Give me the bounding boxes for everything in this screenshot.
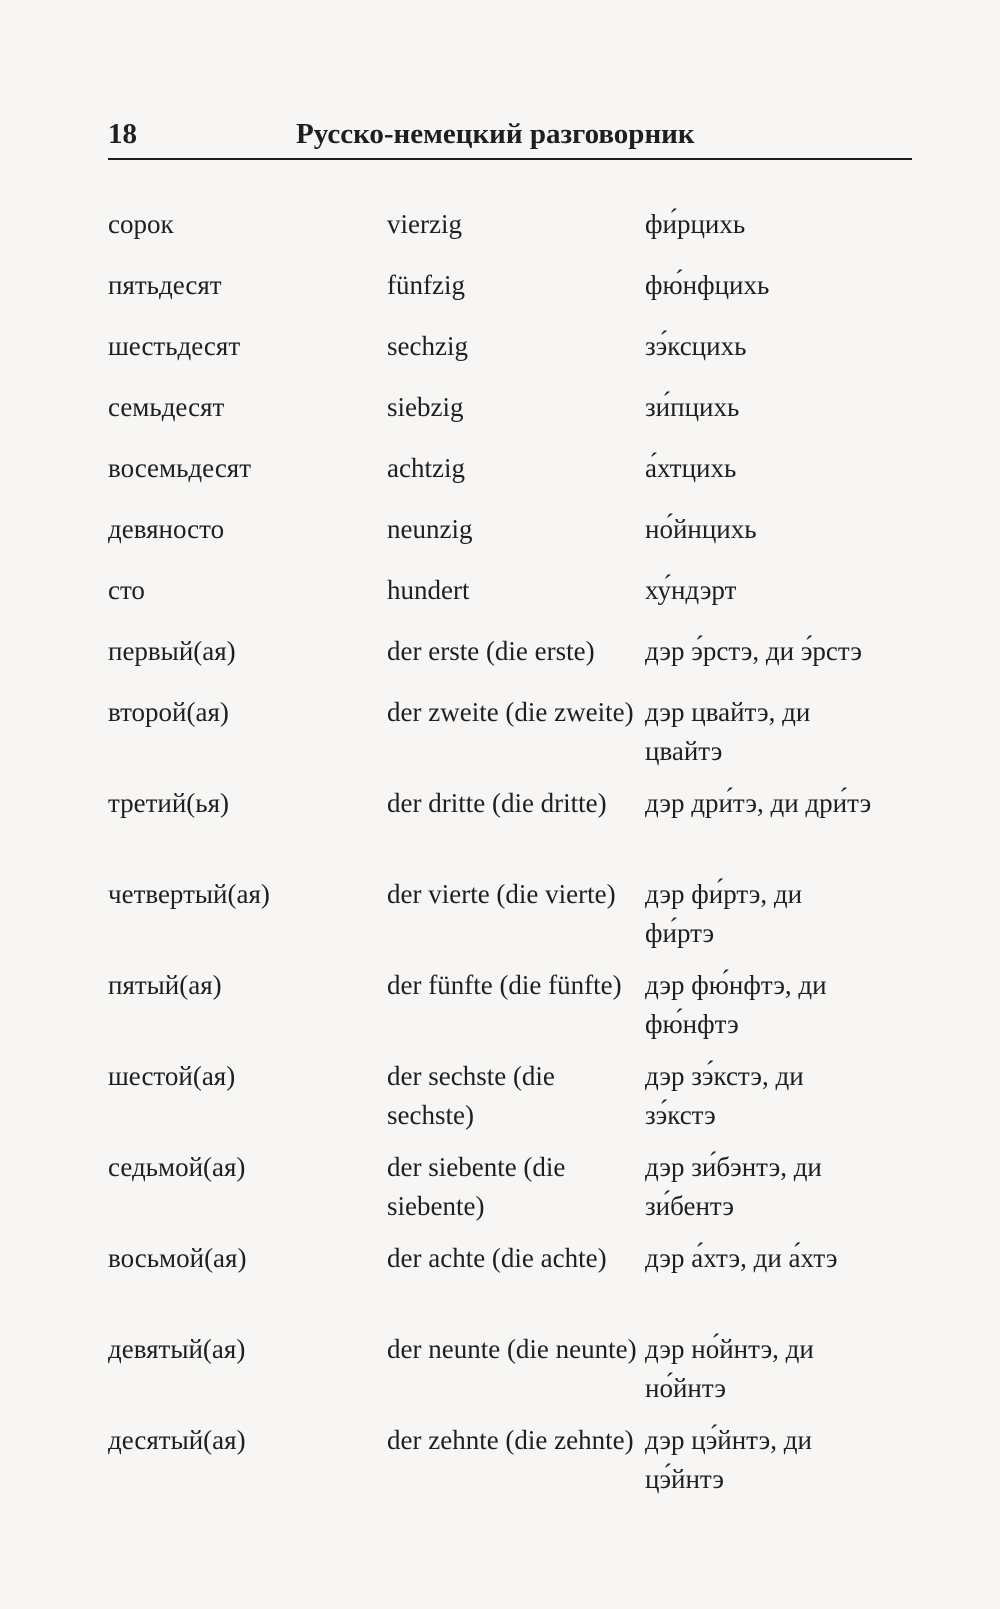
russian-word: девяносто [108, 514, 225, 544]
table-row [108, 1057, 928, 1148]
russian-word: сто [108, 575, 145, 605]
table-row [108, 1148, 928, 1239]
transcription: дэр зэ́кстэ, ди зэ́кстэ [645, 1061, 804, 1130]
transcription: дэр цэ́йнтэ, ди цэ́йнтэ [645, 1425, 812, 1494]
transcription: зэ́ксцихь [645, 331, 747, 361]
table-row [108, 1421, 928, 1512]
german-word: der achte (die achte) [387, 1243, 607, 1273]
table-row [108, 784, 928, 875]
russian-word: пятьдесят [108, 270, 222, 300]
page-title: Русско-немецкий разговорник [296, 118, 695, 150]
table-row [108, 693, 928, 784]
transcription: дэр дри́тэ, ди дри́тэ [645, 788, 872, 818]
german-word: achtzig [387, 453, 465, 483]
phrase-table [108, 205, 928, 1512]
table-row [108, 1330, 928, 1421]
german-word: hundert [387, 575, 470, 605]
russian-word: восьмой(ая) [108, 1243, 247, 1273]
german-word: der zweite (die zweite) [387, 697, 634, 727]
german-word: der zehnte (die zehnte) [387, 1425, 634, 1455]
russian-word: семьдесят [108, 392, 225, 422]
russian-word: пятый(ая) [108, 970, 222, 1000]
table-row [108, 327, 928, 388]
german-word: der vierte (die vierte) [387, 879, 616, 909]
german-word: der dritte (die dritte) [387, 788, 607, 818]
transcription: дэр э́рстэ, ди э́рстэ [645, 636, 862, 666]
table-row [108, 571, 928, 632]
german-word: der siebente (die siebente) [387, 1152, 566, 1221]
table-row [108, 966, 928, 1057]
russian-word: шестьдесят [108, 331, 241, 361]
transcription: дэр зи́бэнтэ, ди зи́бентэ [645, 1152, 822, 1221]
transcription: зи́пцихь [645, 392, 740, 422]
german-word: vierzig [387, 209, 462, 239]
german-word: neunzig [387, 514, 473, 544]
transcription: дэр но́йнтэ, ди но́йнтэ [645, 1334, 814, 1403]
transcription: а́хтцихь [645, 453, 737, 483]
german-word: sechzig [387, 331, 468, 361]
german-word: fünfzig [387, 270, 465, 300]
russian-word: сорок [108, 209, 174, 239]
russian-word: седьмой(ая) [108, 1152, 246, 1182]
russian-word: четвертый(ая) [108, 879, 270, 909]
table-row [108, 510, 928, 571]
german-word: der sechste (die sechste) [387, 1061, 555, 1130]
table-row [108, 388, 928, 449]
table-row [108, 205, 928, 266]
transcription: дэр фи́ртэ, ди фи́ртэ [645, 879, 803, 948]
table-row [108, 632, 928, 693]
russian-word: девятый(ая) [108, 1334, 246, 1364]
russian-word: десятый(ая) [108, 1425, 246, 1455]
transcription: ху́ндэрт [645, 575, 737, 605]
table-row [108, 449, 928, 510]
transcription: фи́рцихь [645, 209, 746, 239]
russian-word: шестой(ая) [108, 1061, 236, 1091]
russian-word: третий(ья) [108, 788, 230, 818]
transcription: дэр цвайтэ, ди цвайтэ [645, 697, 811, 766]
table-row [108, 1239, 928, 1330]
page-number: 18 [108, 118, 137, 150]
transcription: дэр а́хтэ, ди а́хтэ [645, 1243, 838, 1273]
transcription: дэр фю́нфтэ, ди фю́нфтэ [645, 970, 827, 1039]
table-row [108, 266, 928, 327]
transcription: но́йнцихь [645, 514, 757, 544]
german-word: siebzig [387, 392, 464, 422]
russian-word: первый(ая) [108, 636, 236, 666]
german-word: der neunte (die neunte) [387, 1334, 637, 1364]
german-word: der erste (die erste) [387, 636, 595, 666]
table-row [108, 875, 928, 966]
russian-word: восемьдесят [108, 453, 252, 483]
page-header [108, 110, 912, 160]
russian-word: второй(ая) [108, 697, 229, 727]
german-word: der fünfte (die fünfte) [387, 970, 622, 1000]
transcription: фю́нфцихь [645, 270, 770, 300]
